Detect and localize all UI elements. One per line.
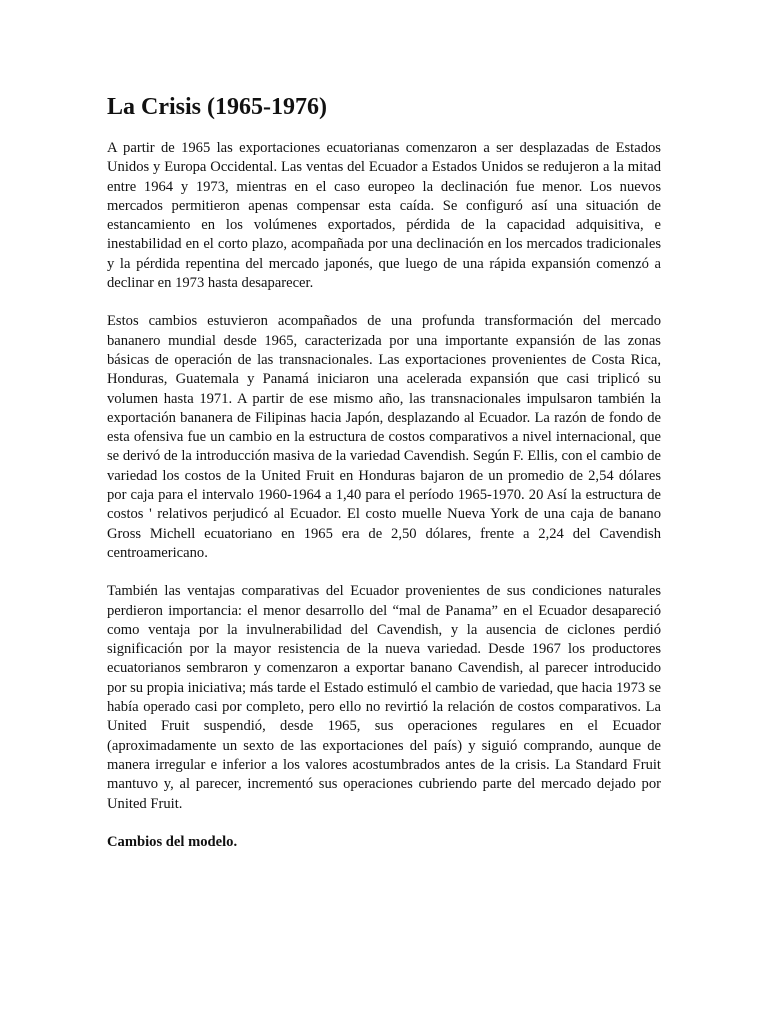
- paragraph-2: Estos cambios estuvieron acompañados de una profunda transformación del mercado bananero mundial desde 1965, caracterizada por una importante expansión de las zonas básicas de operación de las transnacionales. Las exportaciones provenientes de Costa Rica, Honduras, Guatemala y Panamá iniciaron una acelerada expansión que casi triplicó su volumen hasta 1971. A partir de ese mismo año, las transnacionales impulsaron también la exportación bananera de Filipinas hacia Japón, desplazando al Ecuador. La razón de fondo de esta ofensiva fue un cambio en la estructura de costos comparativos a nivel internacional, que se derivó de la introducción masiva de la variedad Cavendish. Según F. Ellis, con el cambio de variedad los costos de la United Fruit en Honduras bajaron de un promedio de 2,54 dólares por caja para el intervalo 1960-1964 a 1,40 para el período 1965-1970. 20 Así la estructura de costos ' relativos perjudicó al Ecuador. El costo muelle Nueva York de una caja de banano Gross Michell ecuatoriano en 1965 era de 2,50 dólares, frente a 2,24 del Cavendish centroamericano.: [107, 313, 661, 561]
- document-page: [107, 92, 661, 852]
- section-subheading: Cambios del modelo.: [107, 833, 238, 850]
- paragraph-3: También las ventajas comparativas del Ecuador provenientes de sus condiciones naturales perdieron importancia: el menor desarrollo del “mal de Panama” en el Ecuador desapareció como ventaja por la invulnerabilidad del Cavendish, y la ausencia de ciclones perdió significación por la mayor resistencia de la nueva variedad. Desde 1967 los productores ecuatorianos sembraron y comenzaron a exportar banano Cavendish, al parecer introducido por su propia iniciativa; más tarde el Estado estimuló el cambio de variedad, que hacia 1973 se había operado casi por completo, pero ello no revirtió la relación de costos comparativos. La United Fruit suspendió, desde 1965, sus operaciones regulares en el Ecuador (aproximadamente un sexto de las exportaciones del país) y siguió comprando, aunque de manera irregular e inferior a los valores acostumbrados antes de la crisis. La Standard Fruit mantuvo y, al parecer, incrementó sus operaciones cubriendo parte del mercado dejado por United Fruit.: [107, 583, 661, 812]
- page-title: La Crisis (1965-1976): [107, 94, 327, 120]
- paragraph-1: A partir de 1965 las exportaciones ecuatorianas comenzaron a ser desplazadas de Estados Unidos y Europa Occidental. Las ventas del Ecuador a Estados Unidos se redujeron a la mitad entre 1964 y 1973, mientras en el caso europeo la declinación fue menor. Los nuevos mercados permitieron apenas compensar esta caída. Se configuró así una situación de estancamiento en los volúmenes exportados, pérdida de la capacidad adquisitiva, e inestabilidad en el corto plazo, acompañada por una declinación en los mercados tradicionales y la pérdida repentina del mercado japonés, que luego de una rápida expansión comenzó a declinar en 1973 hasta desaparecer.: [107, 140, 661, 292]
